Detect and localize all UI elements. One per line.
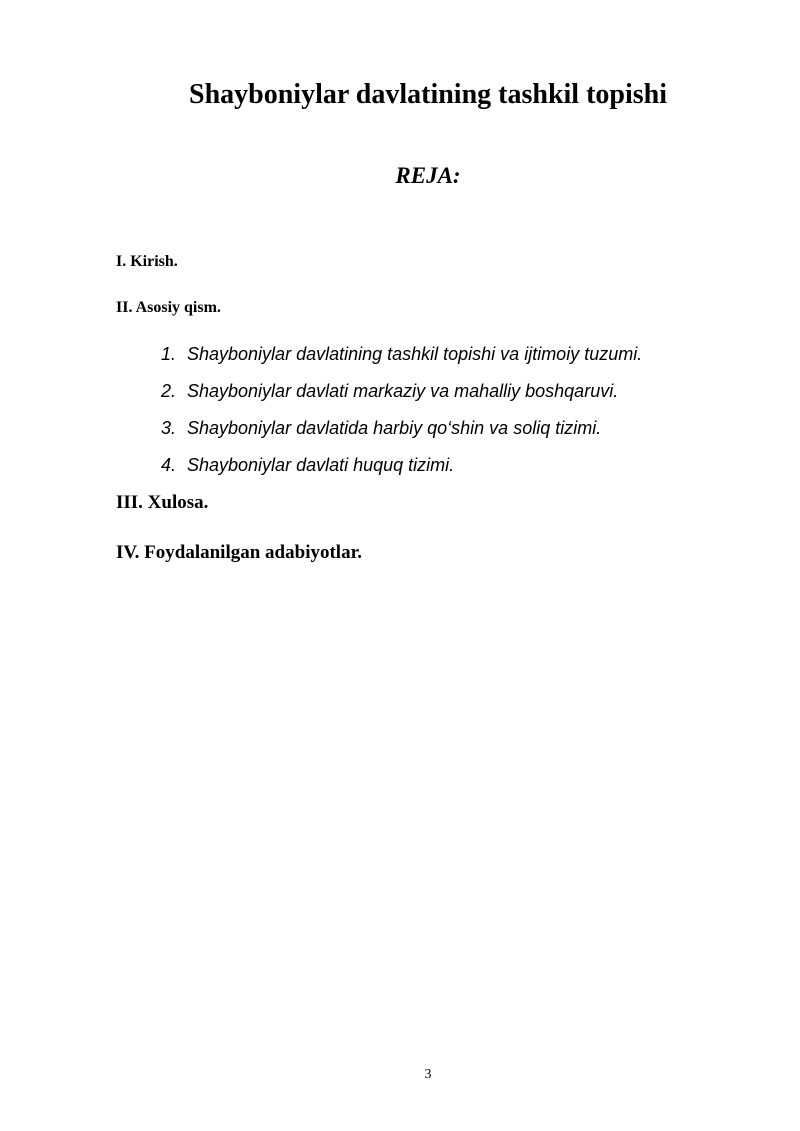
subitem bbox=[161, 379, 642, 416]
subitem-number: 4. bbox=[161, 455, 177, 475]
subitem-number: 2. bbox=[161, 381, 177, 401]
document-title: Shayboniylar davlatining tashkil topishi bbox=[189, 79, 667, 110]
section-main-part: II. Asosiy qism. bbox=[116, 299, 221, 316]
subitem-number: 3. bbox=[161, 418, 177, 438]
subitem-text: Shayboniylar davlatining tashkil topishi va ijtimoiy tuzumi. bbox=[187, 344, 643, 364]
subitem bbox=[161, 342, 642, 379]
plan-heading: REJA: bbox=[395, 163, 461, 188]
subitem bbox=[161, 453, 642, 490]
section-introduction: I. Kirish. bbox=[116, 253, 178, 270]
subitem-text: Shayboniylar davlati markaziy va mahalliy boshqaruvi. bbox=[187, 381, 619, 401]
page-number: 3 bbox=[424, 1067, 432, 1082]
subitem bbox=[161, 416, 642, 453]
section-references: IV. Foydalanilgan adabiyotlar. bbox=[116, 542, 363, 563]
section-conclusion: III. Xulosa. bbox=[116, 492, 209, 513]
subitem-text: Shayboniylar davlatida harbiy qo‘shin va soliq tizimi. bbox=[187, 418, 602, 438]
subitem-text: Shayboniylar davlati huquq tizimi. bbox=[187, 455, 455, 475]
subitem-number: 1. bbox=[161, 344, 177, 364]
main-part-subitems bbox=[161, 342, 642, 490]
